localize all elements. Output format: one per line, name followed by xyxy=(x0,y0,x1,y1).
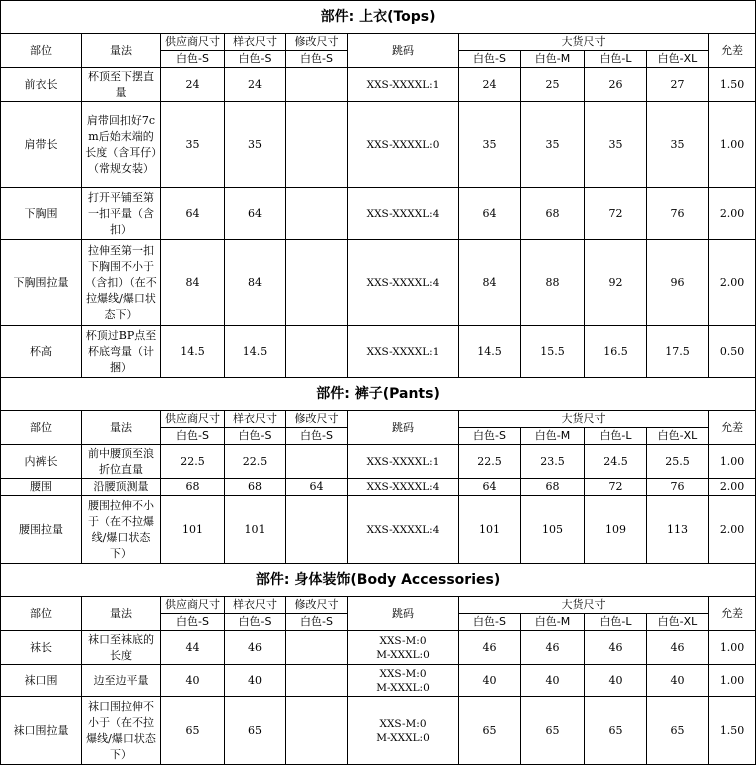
bulk-l-cell: 26 xyxy=(585,68,647,102)
bulk-s-cell: 101 xyxy=(459,496,521,564)
header-bulk-size: 大货尺寸 xyxy=(459,411,709,428)
bulk-s-cell: 22.5 xyxy=(459,445,521,479)
table-row xyxy=(1,665,756,697)
supplier-size-cell: 14.5 xyxy=(161,326,225,378)
grading-cell xyxy=(348,631,459,665)
section-title-row xyxy=(1,564,756,597)
bulk-m-cell: 68 xyxy=(521,479,585,496)
header-size-white-m: 白色-M xyxy=(521,614,585,631)
sample-size-cell: 24 xyxy=(225,68,286,102)
bulk-l-cell: 72 xyxy=(585,188,647,240)
modified-size-cell xyxy=(286,631,348,665)
table-row xyxy=(1,479,756,496)
section-title: 部件: 上衣(Tops) xyxy=(1,1,756,34)
bulk-l-cell: 46 xyxy=(585,631,647,665)
bulk-m-cell: 23.5 xyxy=(521,445,585,479)
section-title: 部件: 裤子(Pants) xyxy=(1,378,756,411)
sample-size-cell: 84 xyxy=(225,240,286,326)
header-size-white-s: 白色-S xyxy=(286,614,348,631)
supplier-size-cell: 24 xyxy=(161,68,225,102)
supplier-size-cell: 84 xyxy=(161,240,225,326)
bulk-s-cell: 84 xyxy=(459,240,521,326)
header-size-white-s: 白色-S xyxy=(459,428,521,445)
modified-size-cell xyxy=(286,697,348,765)
bulk-xl-cell: 46 xyxy=(647,631,709,665)
bulk-m-cell: 65 xyxy=(521,697,585,765)
table-row xyxy=(1,188,756,240)
header-method: 量法 xyxy=(82,597,161,631)
tolerance-cell: 2.00 xyxy=(709,496,756,564)
tolerance-cell: 1.50 xyxy=(709,697,756,765)
header-size-white-s: 白色-S xyxy=(161,614,225,631)
modified-size-cell xyxy=(286,445,348,479)
method-cell: 边至边平量 xyxy=(82,665,161,697)
bulk-l-cell: 72 xyxy=(585,479,647,496)
supplier-size-cell: 101 xyxy=(161,496,225,564)
table-row xyxy=(1,697,756,765)
header-sample-size: 样衣尺寸 xyxy=(225,34,286,51)
header-modified-size: 修改尺寸 xyxy=(286,597,348,614)
tolerance-cell: 1.50 xyxy=(709,68,756,102)
bulk-l-cell: 35 xyxy=(585,102,647,188)
bulk-s-cell: 64 xyxy=(459,479,521,496)
header-tolerance: 允差 xyxy=(709,411,756,445)
header-size-white-s: 白色-S xyxy=(225,51,286,68)
header-part: 部位 xyxy=(1,34,82,68)
bulk-xl-cell: 76 xyxy=(647,188,709,240)
bulk-l-cell: 109 xyxy=(585,496,647,564)
method-cell: 沿腰顶测量 xyxy=(82,479,161,496)
bulk-m-cell: 105 xyxy=(521,496,585,564)
grading-cell xyxy=(348,445,459,479)
part-cell: 下胸围拉量 xyxy=(1,240,82,326)
header-size-white-m: 白色-M xyxy=(521,428,585,445)
table-row xyxy=(1,326,756,378)
bulk-xl-cell: 40 xyxy=(647,665,709,697)
header-grading: 跳码 xyxy=(348,411,459,445)
grading-line: XXS-XXXXL:1 xyxy=(366,455,440,468)
header-sample-size: 样衣尺寸 xyxy=(225,411,286,428)
bulk-s-cell: 40 xyxy=(459,665,521,697)
bulk-l-cell: 65 xyxy=(585,697,647,765)
bulk-m-cell: 68 xyxy=(521,188,585,240)
bulk-m-cell: 88 xyxy=(521,240,585,326)
supplier-size-cell: 68 xyxy=(161,479,225,496)
header-size-white-l: 白色-L xyxy=(585,428,647,445)
header-size-white-s: 白色-S xyxy=(161,428,225,445)
header-grading: 跳码 xyxy=(348,34,459,68)
method-cell: 前中腰顶至浪折位直量 xyxy=(82,445,161,479)
sample-size-cell: 65 xyxy=(225,697,286,765)
bulk-s-cell: 14.5 xyxy=(459,326,521,378)
table-row xyxy=(1,68,756,102)
grading-line: XXS-XXXXL:1 xyxy=(366,78,440,91)
sample-size-cell: 64 xyxy=(225,188,286,240)
grading-cell xyxy=(348,240,459,326)
header-tolerance: 允差 xyxy=(709,597,756,631)
header-size-white-xl: 白色-XL xyxy=(647,51,709,68)
grading-cell xyxy=(348,479,459,496)
grading-cell xyxy=(348,665,459,697)
modified-size-cell: 64 xyxy=(286,479,348,496)
header-part: 部位 xyxy=(1,411,82,445)
grading-cell xyxy=(348,326,459,378)
sample-size-cell: 40 xyxy=(225,665,286,697)
supplier-size-cell: 65 xyxy=(161,697,225,765)
bulk-m-cell: 35 xyxy=(521,102,585,188)
header-size-white-m: 白色-M xyxy=(521,51,585,68)
tolerance-cell: 2.00 xyxy=(709,188,756,240)
grading-line: XXS-XXXXL:4 xyxy=(366,207,440,220)
part-cell: 前衣长 xyxy=(1,68,82,102)
header-size-white-xl: 白色-XL xyxy=(647,614,709,631)
bulk-s-cell: 24 xyxy=(459,68,521,102)
table-row xyxy=(1,496,756,564)
header-modified-size: 修改尺寸 xyxy=(286,34,348,51)
tolerance-cell: 2.00 xyxy=(709,240,756,326)
header-bulk-size: 大货尺寸 xyxy=(459,34,709,51)
bulk-m-cell: 15.5 xyxy=(521,326,585,378)
supplier-size-cell: 35 xyxy=(161,102,225,188)
bulk-l-cell: 16.5 xyxy=(585,326,647,378)
bulk-m-cell: 25 xyxy=(521,68,585,102)
method-cell: 打开平铺至第一扣平量（含扣） xyxy=(82,188,161,240)
grading-cell xyxy=(348,496,459,564)
supplier-size-cell: 64 xyxy=(161,188,225,240)
grading-cell xyxy=(348,102,459,188)
bulk-xl-cell: 76 xyxy=(647,479,709,496)
supplier-size-cell: 22.5 xyxy=(161,445,225,479)
section-title-row xyxy=(1,378,756,411)
method-cell: 袜口至袜底的长度 xyxy=(82,631,161,665)
header-row xyxy=(1,597,756,614)
sample-size-cell: 46 xyxy=(225,631,286,665)
part-cell: 袜口围拉量 xyxy=(1,697,82,765)
header-supplier-size: 供应商尺寸 xyxy=(161,597,225,614)
sample-size-cell: 22.5 xyxy=(225,445,286,479)
header-size-white-l: 白色-L xyxy=(585,614,647,631)
bulk-m-cell: 40 xyxy=(521,665,585,697)
sample-size-cell: 101 xyxy=(225,496,286,564)
bulk-m-cell: 46 xyxy=(521,631,585,665)
part-cell: 杯高 xyxy=(1,326,82,378)
header-supplier-size: 供应商尺寸 xyxy=(161,411,225,428)
bulk-s-cell: 35 xyxy=(459,102,521,188)
header-method: 量法 xyxy=(82,34,161,68)
method-cell: 拉伸至第一扣下胸围不小于（含扣）（在不拉爆线/爆口状态下） xyxy=(82,240,161,326)
tolerance-cell: 0.50 xyxy=(709,326,756,378)
bulk-xl-cell: 35 xyxy=(647,102,709,188)
part-cell: 下胸围 xyxy=(1,188,82,240)
tolerance-cell: 2.00 xyxy=(709,479,756,496)
header-size-white-s: 白色-S xyxy=(459,614,521,631)
tolerance-cell: 1.00 xyxy=(709,631,756,665)
section-title-row xyxy=(1,1,756,34)
part-cell: 腰围拉量 xyxy=(1,496,82,564)
method-cell: 袜口围拉伸不小于（在不拉爆线/爆口状态下） xyxy=(82,697,161,765)
grading-line: M-XXXL:0 xyxy=(376,681,430,694)
grading-line: XXS-XXXXL:4 xyxy=(366,481,440,493)
table-row xyxy=(1,102,756,188)
bulk-s-cell: 65 xyxy=(459,697,521,765)
bulk-xl-cell: 17.5 xyxy=(647,326,709,378)
bulk-l-cell: 92 xyxy=(585,240,647,326)
method-cell: 杯顶至下摆直量 xyxy=(82,68,161,102)
table-row xyxy=(1,240,756,326)
modified-size-cell xyxy=(286,240,348,326)
grading-line: XXS-XXXXL:4 xyxy=(366,523,440,536)
sample-size-cell: 14.5 xyxy=(225,326,286,378)
bulk-s-cell: 64 xyxy=(459,188,521,240)
table-row xyxy=(1,445,756,479)
bulk-xl-cell: 96 xyxy=(647,240,709,326)
header-size-white-xl: 白色-XL xyxy=(647,428,709,445)
tolerance-cell: 1.00 xyxy=(709,445,756,479)
grading-line: XXS-XXXXL:4 xyxy=(366,276,440,289)
tolerance-cell: 1.00 xyxy=(709,665,756,697)
sample-size-cell: 68 xyxy=(225,479,286,496)
header-size-white-s: 白色-S xyxy=(225,428,286,445)
header-tolerance: 允差 xyxy=(709,34,756,68)
grading-line: XXS-M:0 xyxy=(379,717,427,730)
grading-cell xyxy=(348,697,459,765)
sample-size-cell: 35 xyxy=(225,102,286,188)
grading-line: XXS-XXXXL:0 xyxy=(366,138,440,151)
bulk-xl-cell: 25.5 xyxy=(647,445,709,479)
part-cell: 腰围 xyxy=(1,479,82,496)
header-grading: 跳码 xyxy=(348,597,459,631)
header-modified-size: 修改尺寸 xyxy=(286,411,348,428)
header-part: 部位 xyxy=(1,597,82,631)
bulk-xl-cell: 27 xyxy=(647,68,709,102)
method-cell: 腰围拉伸不小于（在不拉爆线/爆口状态下） xyxy=(82,496,161,564)
supplier-size-cell: 40 xyxy=(161,665,225,697)
part-cell: 内裤长 xyxy=(1,445,82,479)
modified-size-cell xyxy=(286,68,348,102)
header-size-white-s: 白色-S xyxy=(459,51,521,68)
part-cell: 肩带长 xyxy=(1,102,82,188)
method-cell: 杯顶过BP点至杯底弯量（计捆） xyxy=(82,326,161,378)
header-bulk-size: 大货尺寸 xyxy=(459,597,709,614)
bulk-xl-cell: 65 xyxy=(647,697,709,765)
header-method: 量法 xyxy=(82,411,161,445)
part-cell: 袜长 xyxy=(1,631,82,665)
header-size-white-s: 白色-S xyxy=(286,428,348,445)
grading-line: M-XXXL:0 xyxy=(376,648,430,661)
header-supplier-size: 供应商尺寸 xyxy=(161,34,225,51)
modified-size-cell xyxy=(286,326,348,378)
header-size-white-l: 白色-L xyxy=(585,51,647,68)
bulk-xl-cell: 113 xyxy=(647,496,709,564)
method-cell: 肩带回扣好7cm后始末端的长度（含耳仔）（常规女装） xyxy=(82,102,161,188)
tolerance-cell: 1.00 xyxy=(709,102,756,188)
header-size-white-s: 白色-S xyxy=(161,51,225,68)
header-row xyxy=(1,34,756,51)
bulk-l-cell: 40 xyxy=(585,665,647,697)
bulk-l-cell: 24.5 xyxy=(585,445,647,479)
grading-line: XXS-M:0 xyxy=(379,667,427,680)
modified-size-cell xyxy=(286,188,348,240)
modified-size-cell xyxy=(286,496,348,564)
supplier-size-cell: 44 xyxy=(161,631,225,665)
part-cell: 袜口围 xyxy=(1,665,82,697)
grading-cell xyxy=(348,68,459,102)
modified-size-cell xyxy=(286,102,348,188)
section-title: 部件: 身体装饰(Body Accessories) xyxy=(1,564,756,597)
header-size-white-s: 白色-S xyxy=(225,614,286,631)
table-row xyxy=(1,631,756,665)
grading-line: M-XXXL:0 xyxy=(376,731,430,744)
header-size-white-s: 白色-S xyxy=(286,51,348,68)
bulk-s-cell: 46 xyxy=(459,631,521,665)
grading-line: XXS-M:0 xyxy=(379,634,427,647)
header-row xyxy=(1,411,756,428)
header-sample-size: 样衣尺寸 xyxy=(225,597,286,614)
grading-line: XXS-XXXXL:1 xyxy=(366,345,440,358)
modified-size-cell xyxy=(286,665,348,697)
grading-cell xyxy=(348,188,459,240)
